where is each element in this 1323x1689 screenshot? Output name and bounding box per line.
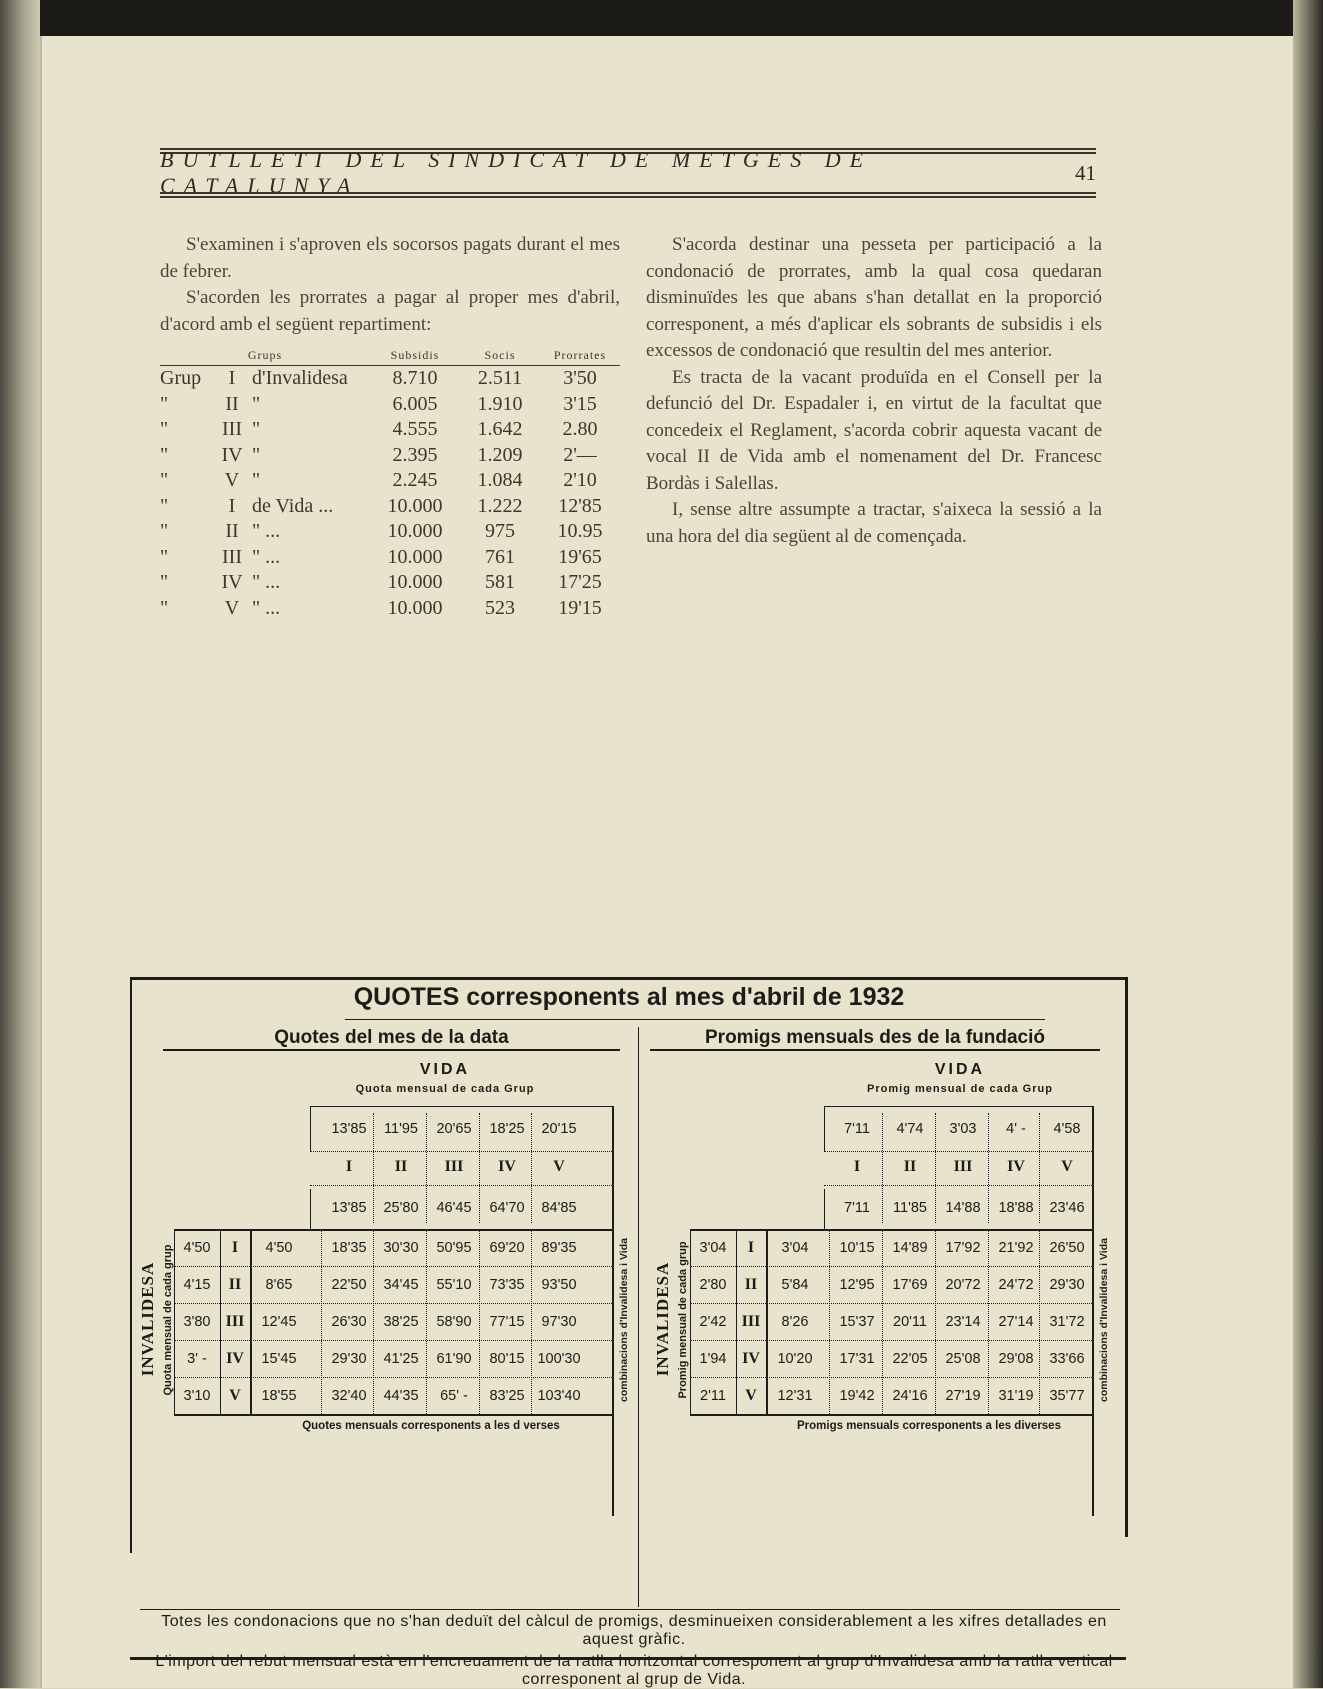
quota-grid-cell: 12'45 xyxy=(261,1314,297,1330)
vida-subheading: Quota mensual de cada Grup xyxy=(355,1083,535,1095)
grid-line xyxy=(250,1229,252,1414)
quota-grid-cell: 15'37 xyxy=(839,1314,875,1330)
quota-grid-cell: 83'25 xyxy=(489,1388,525,1404)
panel-divider xyxy=(638,1027,639,1607)
invalidesa-quota-cell: 2'80 xyxy=(699,1277,727,1293)
running-header xyxy=(160,147,1096,198)
quota-grid-cell: 33'66 xyxy=(1049,1351,1085,1367)
vida-sum-cell: 46'45 xyxy=(436,1200,472,1216)
quota-grid-cell: 17'31 xyxy=(839,1351,875,1367)
quota-grid-cell: 93'50 xyxy=(541,1277,577,1293)
table-cell: 1.209 xyxy=(477,443,523,466)
quotes-title: QUOTES corresponents al mes d'abril de 1932 xyxy=(353,983,905,1011)
invalidesa-group-label: V xyxy=(745,1387,757,1404)
grid-bottom-label: Quotes mensuals corresponents a les d verses xyxy=(302,1420,560,1432)
quota-grid-cell: 29'08 xyxy=(998,1351,1034,1367)
grid-line xyxy=(310,1185,612,1186)
grid-line xyxy=(829,1229,830,1414)
quota-grid-cell: 19'42 xyxy=(839,1388,875,1404)
grid-line xyxy=(988,1113,989,1223)
table-cell: 1.910 xyxy=(477,392,523,415)
right-edge xyxy=(1293,0,1323,1688)
quota-grid-cell: 4'50 xyxy=(265,1240,293,1256)
invalidesa-quota-cell: 4'15 xyxy=(183,1277,211,1293)
quota-grid-cell: 26'30 xyxy=(331,1314,367,1330)
grid-line xyxy=(612,1106,614,1516)
vida-sum-cell: 18'88 xyxy=(998,1200,1034,1216)
table-cell: de Vida ... xyxy=(252,494,334,517)
table-cell: 10.000 xyxy=(387,571,443,594)
vida-group-label: IV xyxy=(498,1158,516,1175)
table-cell: " ... xyxy=(252,571,281,594)
table-cell: 523 xyxy=(485,596,515,619)
quota-grid-cell: 10'15 xyxy=(839,1240,875,1256)
table-row xyxy=(160,366,620,392)
grid-line xyxy=(373,1229,374,1414)
quota-grid-cell: 18'35 xyxy=(331,1240,367,1256)
quota-grid-cell: 80'15 xyxy=(489,1351,525,1367)
box-border-bottom xyxy=(130,1657,1126,1660)
invalidesa-quota-cell: 2'42 xyxy=(699,1314,727,1330)
table-cell: 17'25 xyxy=(558,571,602,594)
invalidesa-quota-cell: 3'10 xyxy=(183,1388,211,1404)
right-panel-title: Promigs mensuals des de la fundació xyxy=(650,1027,1100,1051)
invalidesa-group-label: IV xyxy=(226,1350,244,1367)
footer-rule xyxy=(140,1609,1120,1610)
grid-line xyxy=(824,1106,1092,1107)
invalidesa-group-label: I xyxy=(231,1239,239,1256)
grid-line xyxy=(766,1229,768,1414)
grid-line xyxy=(531,1229,532,1414)
table-cell: 19'15 xyxy=(558,596,602,619)
table-cell: " xyxy=(160,469,169,492)
table-cell: I xyxy=(228,367,236,390)
grid-line xyxy=(426,1229,427,1414)
table-cell: 10.000 xyxy=(387,596,443,619)
quota-grid-cell: 21'92 xyxy=(998,1240,1034,1256)
quota-grid-cell: 27'19 xyxy=(945,1388,981,1404)
invalidesa-group-label: III xyxy=(741,1313,761,1330)
grid-line xyxy=(174,1414,612,1416)
vida-sum-cell: 14'88 xyxy=(945,1200,981,1216)
table-cell: d'Invalidesa xyxy=(252,367,348,390)
quota-grid-cell: 24'72 xyxy=(998,1277,1034,1293)
table-cell: " xyxy=(160,494,169,517)
quota-grid-cell: 41'25 xyxy=(383,1351,419,1367)
quota-grid-cell: 24'16 xyxy=(892,1388,928,1404)
grid-line xyxy=(935,1229,936,1414)
quota-grid-cell: 103'40 xyxy=(537,1388,581,1404)
grid-line xyxy=(310,1106,612,1107)
vida-quota-cell: 18'25 xyxy=(489,1121,525,1137)
vida-sum-cell: 13'85 xyxy=(331,1200,367,1216)
vida-sum-cell: 7'11 xyxy=(844,1200,870,1216)
quota-grid-cell: 17'92 xyxy=(945,1240,981,1256)
table-cell: III xyxy=(222,418,242,441)
vida-subheading: Promig mensual de cada Grup xyxy=(867,1083,1053,1095)
combinations-label: combinacions d'Invalidesa i Vida xyxy=(618,1238,630,1402)
quota-grid-cell: 35'77 xyxy=(1049,1388,1085,1404)
grid-line xyxy=(310,1189,311,1229)
table-row xyxy=(160,417,620,443)
page-number: 41 xyxy=(1075,160,1096,185)
quota-grid-cell: 58'90 xyxy=(436,1314,472,1330)
grid-line xyxy=(935,1113,936,1223)
journal-title: BUTLLETI DEL SINDICAT DE METGES DE CATALUNYA xyxy=(160,147,873,198)
grid-line xyxy=(690,1229,1092,1231)
grid-line xyxy=(479,1229,480,1414)
quota-grid-cell: 31'19 xyxy=(998,1388,1034,1404)
table-cell: " ... xyxy=(252,596,281,619)
quota-grid-cell: 22'05 xyxy=(892,1351,928,1367)
paragraph: Es tracta de la vacant produïda en el Consell per la defunció del Dr. Espadaler i, en virtut de la facultat que concedeix el Reglament, s'acorda cobrir aquesta vacant de vocal II de Vida amb el nomenament del Dr. Francesc Bordàs i Salellas. xyxy=(646,366,1102,494)
combinations-label: combinacions d'Invalidesa i Vida xyxy=(1098,1238,1110,1402)
grid-line xyxy=(690,1377,1092,1378)
quota-grid-cell: 97'30 xyxy=(541,1314,577,1330)
table-cell: 10.000 xyxy=(387,545,443,568)
grid-line xyxy=(882,1113,883,1223)
grid-line xyxy=(1039,1229,1040,1414)
table-cell: " ... xyxy=(252,520,281,543)
right-column xyxy=(646,232,1102,550)
table-cell: II xyxy=(225,520,239,543)
grid-line xyxy=(690,1414,1092,1416)
box-border-left xyxy=(130,977,132,1553)
vida-group-label: III xyxy=(953,1158,973,1175)
quota-grid-cell: 32'40 xyxy=(331,1388,367,1404)
header-rule-bottom xyxy=(160,192,1096,194)
grid-line xyxy=(824,1189,825,1229)
table-row xyxy=(160,519,620,545)
paragraph: S'acorda destinar una pesseta per participació a la condonació de prorrates, amb la qual cosa quedaran disminuïdes les que abans s'han detallat en la proporció corresponent, a més d'aplicar els sobrants de subsidis i els excessos de condonació que resultin del mes anterior. xyxy=(646,234,1102,361)
vida-quota-cell: 4'58 xyxy=(1053,1121,1081,1137)
table-cell: " xyxy=(252,392,261,415)
quota-grid-cell: 27'14 xyxy=(998,1314,1034,1330)
vida-group-label: II xyxy=(394,1158,408,1175)
quota-grid-cell: 29'30 xyxy=(331,1351,367,1367)
vida-quota-cell: 20'65 xyxy=(436,1121,472,1137)
quota-grid-cell: 100'30 xyxy=(537,1351,581,1367)
table-cell: " ... xyxy=(252,545,281,568)
vida-quota-cell: 7'11 xyxy=(844,1121,870,1137)
invalidesa-group-label: II xyxy=(744,1276,758,1293)
table-cell: " xyxy=(160,443,169,466)
table-cell: 10.000 xyxy=(387,494,443,517)
grid-line xyxy=(988,1229,989,1414)
table-cell: 19'65 xyxy=(558,545,602,568)
quota-grid-cell: 44'35 xyxy=(383,1388,419,1404)
box-border-right xyxy=(1125,977,1128,1537)
grid-line xyxy=(174,1340,612,1341)
quota-grid-cell: 15'45 xyxy=(261,1351,297,1367)
quota-grid-cell: 29'30 xyxy=(1049,1277,1085,1293)
table-cell: 10.95 xyxy=(557,520,603,543)
col-header-subsidis: Subsidis xyxy=(370,345,460,366)
vida-sum-cell: 64'70 xyxy=(489,1200,525,1216)
quota-grid-cell: 17'69 xyxy=(892,1277,928,1293)
quota-grid-cell: 23'14 xyxy=(945,1314,981,1330)
top-edge xyxy=(0,0,1323,36)
invalidesa-quota-cell: 1'94 xyxy=(699,1351,727,1367)
table-cell: " xyxy=(252,418,261,441)
paragraph: S'acorden les prorrates a pagar al proper mes d'abril, d'acord amb el següent repartiment: xyxy=(160,287,620,335)
table-cell: III xyxy=(222,545,242,568)
quota-grid-cell: 12'31 xyxy=(777,1388,813,1404)
grid-line xyxy=(882,1229,883,1414)
quota-grid-cell: 14'89 xyxy=(892,1240,928,1256)
grid-line xyxy=(174,1303,612,1304)
grid-line xyxy=(174,1377,612,1378)
invalidesa-quota-cell: 2'11 xyxy=(700,1388,726,1404)
table-cell: 8.710 xyxy=(392,367,438,390)
quota-grid-cell: 55'10 xyxy=(436,1277,472,1293)
table-cell: V xyxy=(224,596,240,619)
invalidesa-quota-cell: 3' - xyxy=(187,1351,207,1367)
quota-grid-cell: 31'72 xyxy=(1049,1314,1085,1330)
table-cell: 581 xyxy=(485,571,515,594)
table-cell: 2'— xyxy=(563,443,597,466)
vida-sum-cell: 23'46 xyxy=(1049,1200,1085,1216)
quota-grid-cell: 26'50 xyxy=(1049,1240,1085,1256)
vida-sum-cell: 11'85 xyxy=(893,1200,927,1216)
table-cell: " xyxy=(160,520,169,543)
table-cell: II xyxy=(225,392,239,415)
grid-line xyxy=(1039,1113,1040,1223)
quota-grid-cell: 20'11 xyxy=(893,1314,927,1330)
quota-grid-cell: 73'35 xyxy=(489,1277,525,1293)
grid-line xyxy=(174,1266,612,1267)
vida-group-label: I xyxy=(345,1158,353,1175)
left-column xyxy=(160,232,620,338)
quota-grid-cell: 89'35 xyxy=(541,1240,577,1256)
table-cell: " xyxy=(160,418,169,441)
quota-grid-cell: 5'84 xyxy=(781,1277,809,1293)
quota-grid-cell: 12'95 xyxy=(839,1277,875,1293)
grid-line xyxy=(310,1151,612,1152)
footer-note-1: Totes les condonacions que no s'han deduït del càlcul de promigs, desminueixen considerablement a les xifres detallades en aquest gràfic. xyxy=(161,1613,1107,1648)
table-row xyxy=(160,494,620,520)
vida-group-label: I xyxy=(853,1158,861,1175)
vida-sum-cell: 25'80 xyxy=(383,1200,419,1216)
quotes-box xyxy=(130,977,1128,1688)
invalidesa-group-label: V xyxy=(229,1387,241,1404)
table-cell: 3'15 xyxy=(563,392,597,415)
table-cell: 2'10 xyxy=(563,469,597,492)
invalidesa-group-label: I xyxy=(747,1239,755,1256)
quota-grid-cell: 34'45 xyxy=(383,1277,419,1293)
table-cell: 4.555 xyxy=(392,418,438,441)
vida-quota-cell: 4'74 xyxy=(896,1121,924,1137)
box-border-top xyxy=(130,977,1128,980)
vida-quota-cell: 20'15 xyxy=(541,1121,577,1137)
vida-group-label: V xyxy=(1061,1158,1073,1175)
table-cell: 2.395 xyxy=(392,443,438,466)
quota-grid-cell: 38'25 xyxy=(383,1314,419,1330)
table-row xyxy=(160,468,620,494)
quota-grid-cell: 18'55 xyxy=(261,1388,297,1404)
quota-grid-cell: 69'20 xyxy=(489,1240,525,1256)
table-cell: " xyxy=(160,596,169,619)
table-row xyxy=(160,392,620,418)
table-cell: IV xyxy=(221,443,243,466)
invalidesa-quota-cell: 3'04 xyxy=(699,1240,727,1256)
table-cell: 2.80 xyxy=(562,418,598,441)
header-rule-bottom-2 xyxy=(160,196,1096,198)
quota-grid-cell: 8'65 xyxy=(265,1277,293,1293)
table-row xyxy=(160,545,620,571)
table-row xyxy=(160,443,620,469)
paragraph: S'examinen i s'aproven els socorsos pagats durant el mes de febrer. xyxy=(160,234,620,282)
grid-bottom-label: Promigs mensuals corresponents a les diverses xyxy=(797,1420,1061,1432)
vida-sum-cell: 84'85 xyxy=(541,1200,577,1216)
table-cell: 2.511 xyxy=(477,367,523,390)
quota-grid-cell: 77'15 xyxy=(489,1314,525,1330)
table-cell: I xyxy=(228,494,236,517)
table-cell: 6.005 xyxy=(392,392,438,415)
vida-group-label: II xyxy=(903,1158,917,1175)
paragraph: I, sense altre assumpte a tractar, s'aixeca la sessió a la una hora del dia següent al de començada. xyxy=(646,499,1102,547)
table-cell: 975 xyxy=(485,520,515,543)
title-underline xyxy=(345,1019,1045,1020)
invalidesa-group-label: IV xyxy=(742,1350,760,1367)
vida-group-label: III xyxy=(444,1158,464,1175)
left-panel-title: Quotes del mes de la data xyxy=(163,1027,620,1051)
table-cell: 2.245 xyxy=(392,469,438,492)
table-row xyxy=(160,570,620,596)
grid-line xyxy=(824,1106,825,1151)
quota-grid-cell: 3'04 xyxy=(781,1240,809,1256)
table-row xyxy=(160,596,620,622)
invalidesa-quota-cell: 3'80 xyxy=(183,1314,211,1330)
table-cell: 1.642 xyxy=(477,418,523,441)
quota-grid-cell: 8'26 xyxy=(781,1314,809,1330)
grid-line xyxy=(690,1303,1092,1304)
grid-line xyxy=(690,1266,1092,1267)
col-header-socis: Socis xyxy=(460,345,540,366)
grid-line xyxy=(824,1185,1092,1186)
table-cell: 12'85 xyxy=(558,494,602,517)
vida-group-label: IV xyxy=(1007,1158,1025,1175)
grid-line xyxy=(310,1106,311,1151)
quota-grid-cell: 25'08 xyxy=(945,1351,981,1367)
grid-line xyxy=(426,1113,427,1223)
invalidesa-sublabel: Promig mensual de cada grup xyxy=(677,1241,689,1399)
table-cell: 1.084 xyxy=(477,469,523,492)
invalidesa-label: INVALIDESA xyxy=(653,1261,672,1377)
grid-line xyxy=(824,1151,1092,1152)
col-header-grups: Grups xyxy=(160,345,370,366)
table-cell: 10.000 xyxy=(387,520,443,543)
invalidesa-label: INVALIDESA xyxy=(138,1261,157,1377)
grid-line xyxy=(531,1113,532,1223)
table-cell: V xyxy=(224,469,240,492)
quota-grid-cell: 61'90 xyxy=(436,1351,472,1367)
vida-heading: VIDA xyxy=(934,1061,986,1078)
table-cell: " xyxy=(252,443,261,466)
book-spine xyxy=(0,0,40,1688)
vida-quota-cell: 4' - xyxy=(1006,1121,1026,1137)
vida-quota-cell: 11'95 xyxy=(384,1121,418,1137)
table-cell: " xyxy=(252,469,261,492)
grid-line xyxy=(174,1229,612,1231)
vida-heading: VIDA xyxy=(419,1061,471,1078)
quota-grid-cell: 30'30 xyxy=(383,1240,419,1256)
grid-line xyxy=(321,1229,322,1414)
invalidesa-quota-cell: 4'50 xyxy=(183,1240,211,1256)
table-cell: 761 xyxy=(485,545,515,568)
table-cell: " xyxy=(160,392,169,415)
invalidesa-group-label: II xyxy=(228,1276,242,1293)
grid-line xyxy=(690,1340,1092,1341)
table-cell: 3'50 xyxy=(563,367,597,390)
table-cell: " xyxy=(160,545,169,568)
quota-grid-cell: 50'95 xyxy=(436,1240,472,1256)
table-cell: 1.222 xyxy=(477,494,523,517)
quota-grid-cell: 10'20 xyxy=(777,1351,813,1367)
footer-note-2: L'import del rebut mensual està en l'encreuament de la ratlla horitzontal corresponent al grup d'Invalidesa amb la ratlla vertical corresponent al grup de Vida. xyxy=(155,1653,1113,1688)
invalidesa-sublabel: Quota mensual de cada grup xyxy=(162,1244,174,1396)
table-cell: IV xyxy=(221,571,243,594)
vida-group-label: V xyxy=(553,1158,565,1175)
quota-grid-cell: 22'50 xyxy=(331,1277,367,1293)
prorrates-table xyxy=(160,345,620,621)
table-cell: Grup xyxy=(160,367,202,390)
col-header-prorrates: Prorrates xyxy=(540,345,620,366)
vida-quota-cell: 13'85 xyxy=(331,1121,367,1137)
grid-line xyxy=(373,1113,374,1223)
table-cell: " xyxy=(160,571,169,594)
invalidesa-group-label: III xyxy=(225,1313,245,1330)
vida-quota-cell: 3'03 xyxy=(949,1121,977,1137)
quota-grid-cell: 20'72 xyxy=(945,1277,981,1293)
quota-grid-cell: 65' - xyxy=(440,1388,468,1404)
grid-line xyxy=(479,1113,480,1223)
